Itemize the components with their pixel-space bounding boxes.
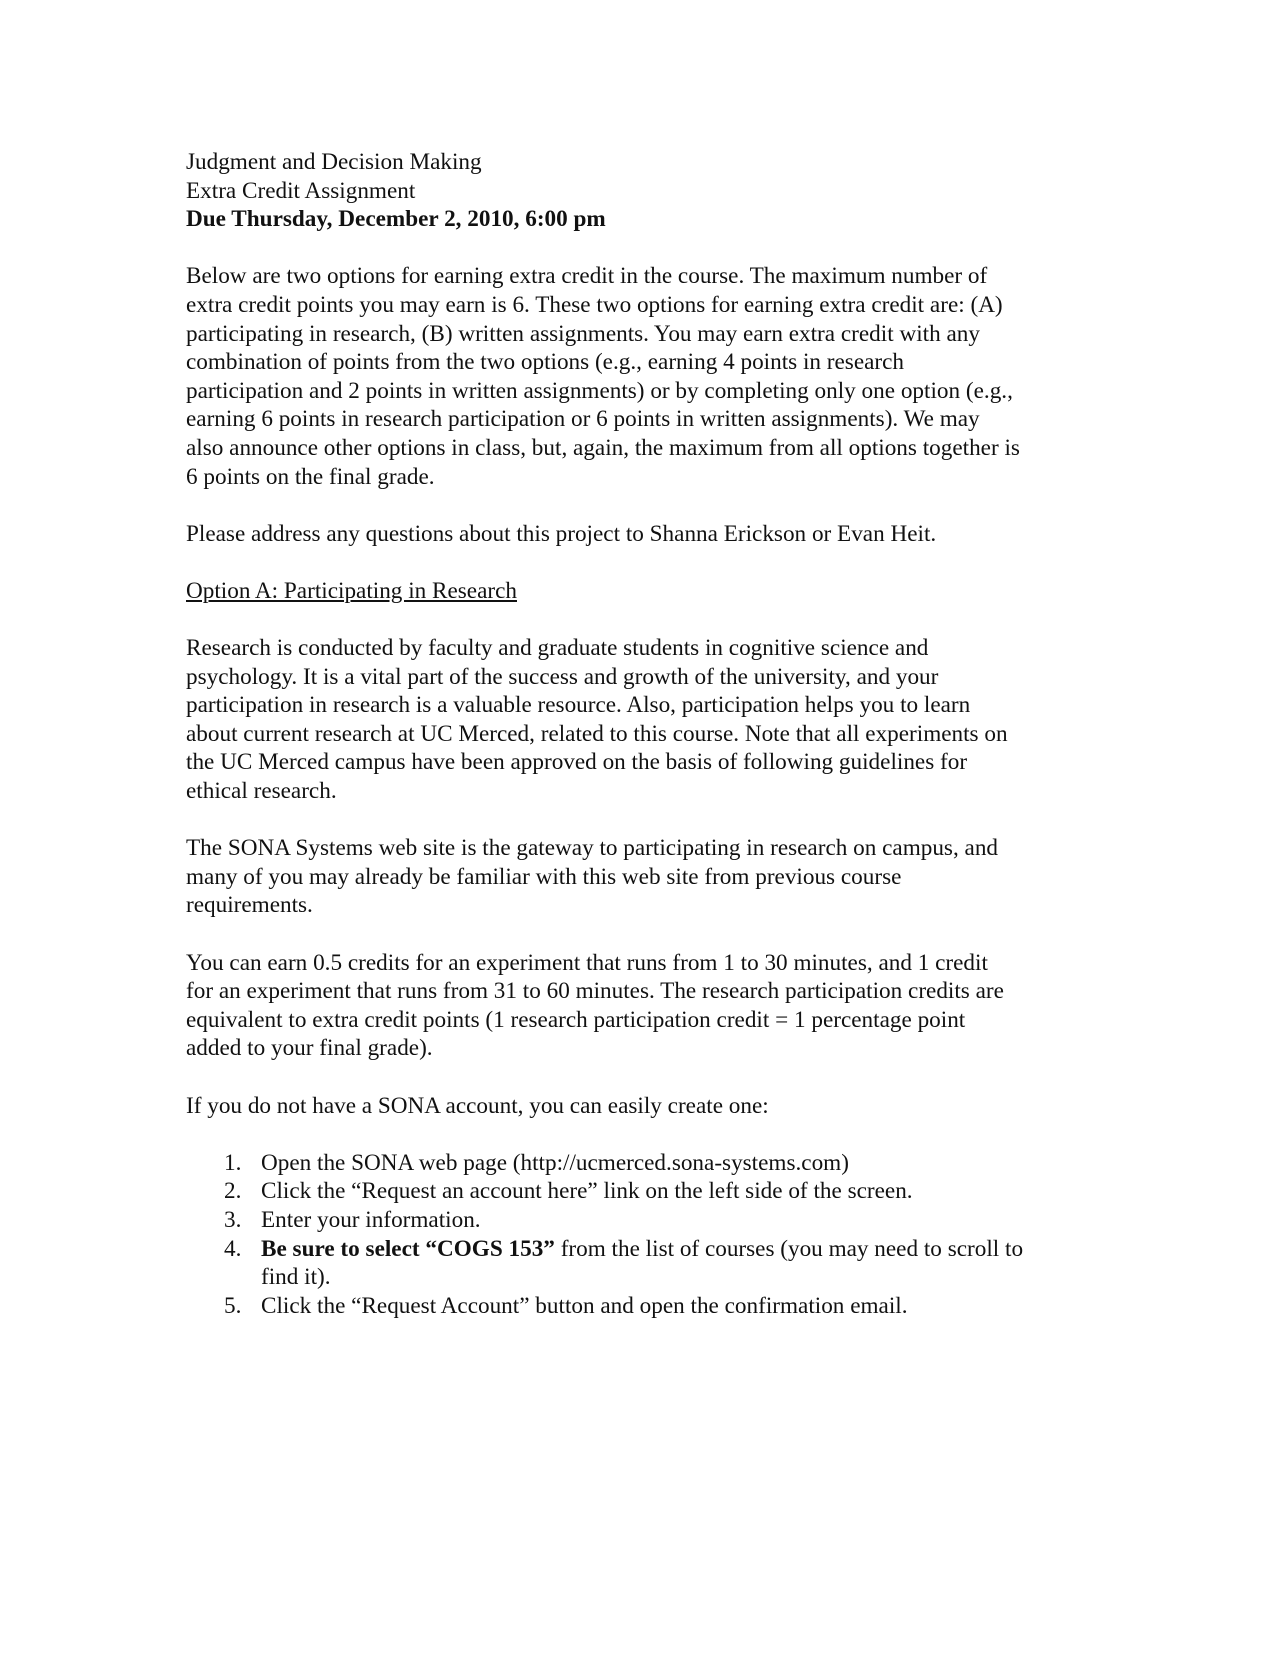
research-line: ethical research. [186,778,337,805]
intro-line: participation and 2 points in written assignments) or by completing only one option (e.g., [186,377,1013,404]
list-item [186,1206,1096,1235]
research-line: psychology. It is a vital part of the success and growth of the university, and your [186,663,939,690]
step-number: 4. [224,1235,242,1262]
step-number: 5. [224,1292,242,1319]
research-line: Research is conducted by faculty and graduate students in cognitive science and [186,635,929,662]
sona-paragraph [186,834,1096,920]
step-number: 1. [224,1149,242,1176]
assignment-title: Extra Credit Assignment [186,177,416,204]
account-steps-list [186,1149,1096,1321]
intro-line: earning 6 points in research participation or 6 points in written assignments). We may [186,406,980,433]
account-intro-paragraph [186,1092,1096,1121]
sona-line: many of you may already be familiar with this web site from previous course [186,863,902,890]
credits-paragraph [186,949,1096,1063]
intro-line: combination of points from the two options (e.g., earning 4 points in research [186,349,905,376]
step-text-continued: find it). [261,1264,331,1291]
intro-line: extra credit points you may earn is 6. These two options for earning extra credit are: (A) [186,291,1003,318]
list-item [186,1235,1096,1292]
credits-line: equivalent to extra credit points (1 research participation credit = 1 percentage point [186,1006,966,1033]
research-line: participation in research is a valuable resource. Also, participation helps you to learn [186,692,971,719]
step-number: 2. [224,1178,242,1205]
step-emphasis: Be sure to select “COGS 153” [261,1235,555,1262]
intro-line: 6 points on the final grade. [186,463,435,490]
step-text: Click the “Request an account here” link on the left side of the screen. [261,1178,913,1205]
account-intro-line: If you do not have a SONA account, you can easily create one: [186,1092,769,1119]
option-a-heading: Option A: Participating in Research [186,577,517,604]
document-header [186,148,1096,234]
sona-line: The SONA Systems web site is the gateway to participating in research on campus, and [186,835,999,862]
intro-line: also announce other options in class, but, again, the maximum from all options together is [186,434,1020,461]
credits-line: added to your final grade). [186,1035,433,1062]
step-text: Click the “Request Account” button and open the confirmation email. [261,1292,908,1319]
step-text: from the list of courses (you may need to scroll to [554,1235,1024,1262]
step-text: Enter your information. [261,1206,481,1233]
contact-paragraph [186,520,1096,549]
research-paragraph [186,634,1096,806]
option-a-heading-block [186,577,1096,606]
contact-line: Please address any questions about this project to Shanna Erickson or Evan Heit. [186,520,937,547]
sona-line: requirements. [186,892,313,919]
credits-line: You can earn 0.5 credits for an experiment that runs from 1 to 30 minutes, and 1 credit [186,949,988,976]
step-text-line [261,1235,1096,1264]
research-line: the UC Merced campus have been approved on the basis of following guidelines for [186,749,968,776]
document-page [186,148,1096,1320]
intro-line: participating in research, (B) written assignments. You may earn extra credit with any [186,320,980,347]
intro-line: Below are two options for earning extra credit in the course. The maximum number of [186,263,988,290]
list-item [186,1292,1096,1321]
credits-line: for an experiment that runs from 31 to 60 minutes. The research participation credits are [186,978,1004,1005]
due-date: Due Thursday, December 2, 2010, 6:00 pm [186,206,606,233]
list-item [186,1149,1096,1178]
research-line: about current research at UC Merced, related to this course. Note that all experiments on [186,720,1008,747]
list-item [186,1177,1096,1206]
step-text: Open the SONA web page (http://ucmerced.sona-systems.com) [261,1149,849,1176]
intro-paragraph [186,262,1096,491]
course-title: Judgment and Decision Making [186,149,482,175]
step-number: 3. [224,1206,242,1233]
